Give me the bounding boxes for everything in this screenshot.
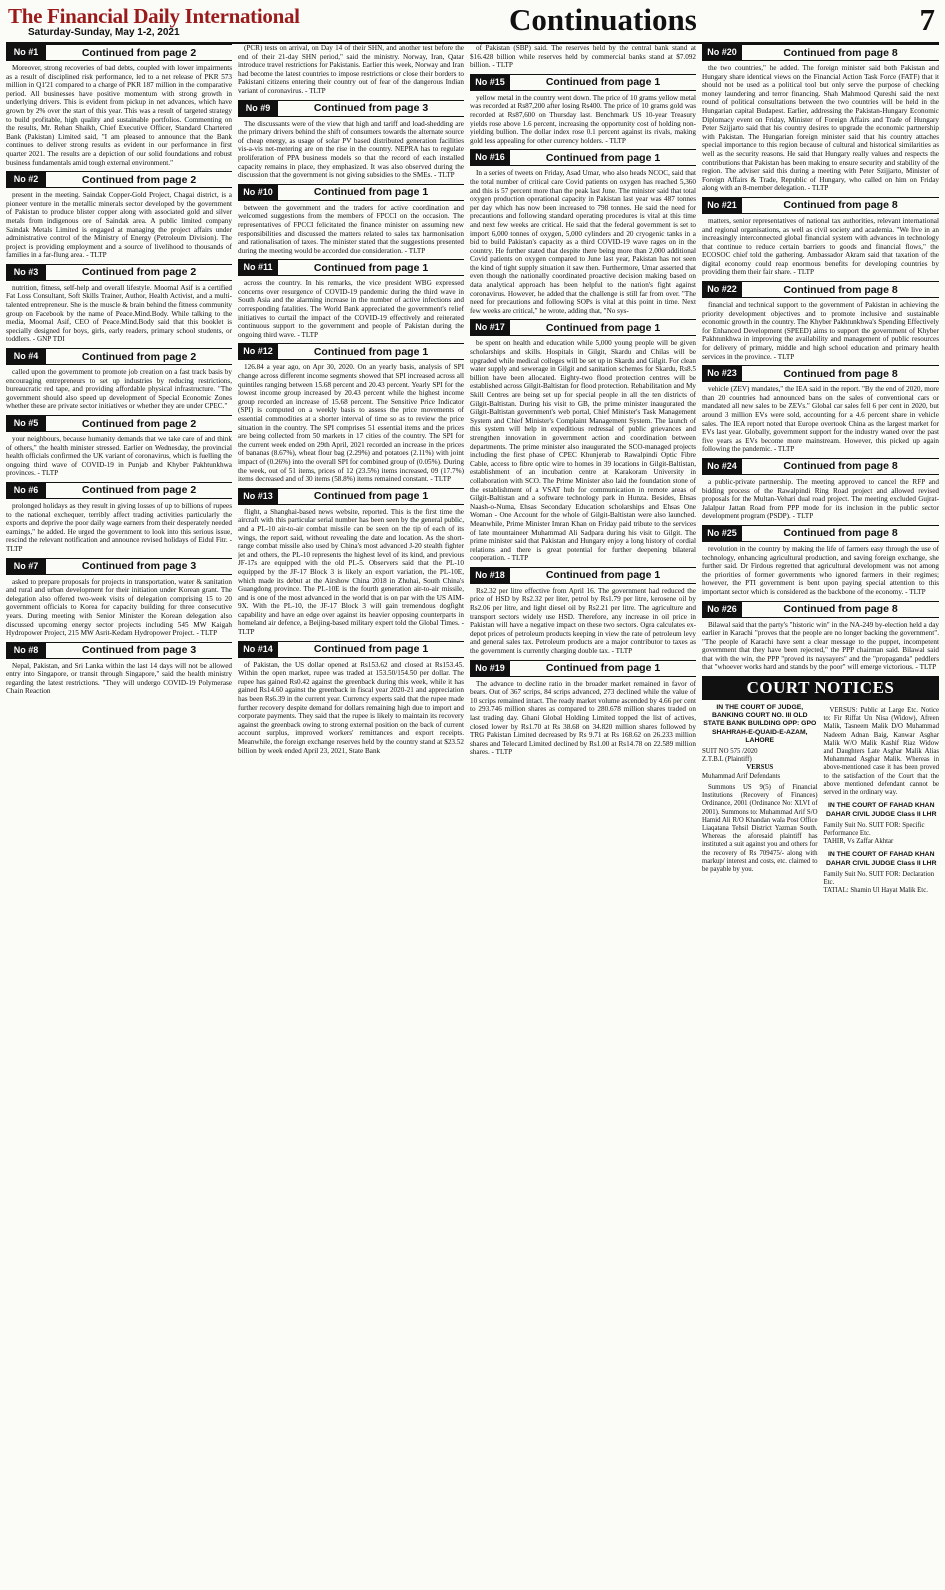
story-body: matters, senior representatives of national tax authorities, relevant international and regional organisations, as well as civil society and academia. "We live in an increasingly interconnected global financial system with advances in technology that continue to reduce certain barriers to goods and financial flows," the ECOSOC chief told the gathering. Ambassador Akram said that taxation of the digital economy could reap enormous benefits for developing countries by providing them their fair share. - TLTP bbox=[702, 216, 939, 277]
case-title: TAHIR, Vs Zaffar Akhtar bbox=[823, 838, 894, 846]
suit-number: SUIT NO 575 /2020 bbox=[702, 748, 758, 756]
story-header bbox=[702, 281, 939, 298]
story-number: No #15 bbox=[470, 75, 510, 90]
story-body: nutrition, fitness, self-help and overall lifestyle. Moomal Asif is a certified Fat Loss Consultant, Soft Skills Trainer, Author, Health Activist, and a multi-talented entrepreneur. She is the muscle & brain behind the fitness community group on Facebook by the name of Peace.Mind.Body. While talking to the media, Moomal Asif, CEO of Peace.Mind.Body said that this booklet is specially designed for boys, girls, early readers, primary school students, or toddlers. - GNP TDI bbox=[6, 283, 232, 344]
story-number: No #5 bbox=[6, 416, 46, 431]
page-number: 7 bbox=[919, 2, 935, 37]
story bbox=[6, 482, 232, 554]
story bbox=[6, 348, 232, 411]
story bbox=[6, 171, 232, 260]
story-header bbox=[702, 458, 939, 475]
story-header bbox=[470, 567, 696, 584]
story-heading: Continued from page 3 bbox=[313, 102, 429, 115]
story bbox=[6, 264, 232, 344]
story bbox=[238, 44, 464, 96]
story bbox=[6, 415, 232, 478]
story-number: No #3 bbox=[6, 265, 46, 280]
story-number: No #26 bbox=[702, 602, 742, 617]
story-heading: Continued from page 8 bbox=[783, 46, 898, 59]
story-number: No #20 bbox=[702, 45, 742, 60]
story-header bbox=[238, 184, 464, 201]
story-body: revolution in the country by making the life of farmers easy through the use of technology, enhancing agricultural production, and saving foreign exchange, she further said. Dr Firdous regretted that agricultural development was not among the priorities of former governments who ignored farmers in their regimes; however, the PTI government is bent upon paying special attention to this important sector which is considered as the backbone of the economy. - TLTP bbox=[702, 544, 939, 596]
story-number: No #12 bbox=[238, 344, 278, 359]
story-body: prolonged holidays as they result in giving losses of up to billions of rupees to the national exchequer, terribly affect trading activities particularly the exports and deprive the poor daily wage earners from their desperately needed earnings," he added. He urged the government to look into this serious issue, rescind the relevant notification and announce revised holidays of Eidul Fitr. - TLTP bbox=[6, 501, 232, 553]
story-body: be spent on health and education while 5,000 young people will be given scholarships and skills. Hospitals in Gilgit, Skardu and Chilas will be upgraded while medical colleges will be set up in Skardu and Gilgit. For clean water supply and sewerage in Gilgit and sanitation schemes for Skardu, Rs8.5 billion have been allocated. Eighty-two flood protection centres will be established across Gilgit-Baltistan for flood protection. Rehabilitation and My Skill Centres are being set up for special people in all the ten districts of Gilgit-Baltistan. During his visit to GB, the prime minister inaugurated the Gilgit-Baltistan government's web portal, Chief Minister's Task Management System and Chief Minister's Complaint Management System. The launch of this system will help in expeditious redressal of public grievances and strengthen innovation in government action and coordination between departments. The prime minister also inaugurated the SCO-managed projects including the first phase of CPEC Khunjerab to Rawalpindi Optic Fibre Cable, access to fibre optic wire to homes in 39 locations in Gilgit-Baltistan, establishment of an incubation centre at Karakoram University in collaboration with SCO. The Prime Minister also laid the foundation stone of the establishment of a VSAT hub for communication in remote areas of Gilgit-Baltistan and a software technology park in Hunza. Besides, Ehsas Naash-o-Numa, Ehsas Secondary Education scholarships and Ehsas One Woman - One Account for the whole of Gilgit-Baltistan were also launched. Meanwhile, Prime Minister Imran Khan on Friday paid tribute to the services of late mountaineer Muhammad Ali Sadpara during his visit to Gilgit. The prime minister said that Pakistan and Hungary enjoy a long history of cordial relations and there is great potential for further deepening bilateral cooperation. - TLTP bbox=[470, 339, 696, 563]
story bbox=[238, 343, 464, 483]
story bbox=[6, 642, 232, 696]
story-number: No #9 bbox=[238, 101, 278, 116]
column-1 bbox=[6, 44, 232, 1586]
story-heading: Continued from page 1 bbox=[545, 76, 661, 89]
story-heading: Continued from page 1 bbox=[545, 151, 661, 164]
story bbox=[702, 525, 939, 597]
story-heading: Continued from page 1 bbox=[313, 643, 429, 656]
story-header bbox=[702, 365, 939, 382]
story-header bbox=[238, 488, 464, 505]
story bbox=[702, 197, 939, 277]
story-number: No #10 bbox=[238, 185, 278, 200]
story-body: of Pakistan (SBP) said. The reserves held by the central bank stand at $16.428 billion while reserves held by commercial banks stand at $7.092 billion. - TLTP bbox=[470, 44, 696, 70]
story bbox=[470, 74, 696, 146]
story bbox=[470, 149, 696, 315]
story bbox=[6, 44, 232, 167]
story-header bbox=[238, 100, 464, 117]
story-number: No #2 bbox=[6, 172, 46, 187]
story-number: No #19 bbox=[470, 661, 510, 676]
story-header bbox=[702, 44, 939, 61]
suit-number: Family Suit No. SUIT FOR: Declaration Etc. bbox=[823, 870, 935, 886]
story bbox=[6, 558, 232, 638]
defendant: Muhammad Arif Defendants bbox=[702, 772, 781, 780]
versus: VERSUS bbox=[746, 764, 774, 772]
story-heading: Continued from page 1 bbox=[545, 662, 661, 675]
story-header bbox=[238, 343, 464, 360]
story-number: No #17 bbox=[470, 320, 510, 335]
story-number: No #6 bbox=[6, 483, 46, 498]
court-name: IN THE COURT OF FAHAD KHAN DAHAR CIVIL JUDGE Class II LHR bbox=[825, 851, 937, 867]
columns bbox=[6, 44, 939, 1586]
story-number: No #1 bbox=[6, 45, 46, 60]
story-heading: Continued from page 1 bbox=[545, 569, 661, 582]
story bbox=[238, 184, 464, 256]
story-body: of Pakistan, the US dollar opened at Rs153.62 and closed at Rs153.45. Within the open market, rupee was traded at 153.50/154.50 per dollar. The rupee has gained Rs0.42 against the greenback during this week, while it has gained Rs14.60 against the greenback in fiscal year 2020-21 and appreciation has been Rs6.39 in the current year. Currency experts said that the rupee made further recovery despite demand for dollars remaining high due to import and corporate payments. They said that the rupee is likely to maintain its recovery against the greenback owing to strong external position on the back of current account surplus, improved workers' remittances and export receipts. Meanwhile, the foreign exchange reserves held by the country stand at $23.52 billion by week ended April 23, 2021, State Bank bbox=[238, 660, 464, 755]
story bbox=[702, 281, 939, 361]
story-body: Nepal, Pakistan, and Sri Lanka within the last 14 days will not be allowed entry into Singapore, or transit through Singapore," said the health ministry regarding the latest restrictions. "They will undergo COVID-19 Polymerase Chain Reaction bbox=[6, 661, 232, 696]
story-body: The discussants were of the view that high and tariff and load-shedding are the primary drivers behind the shift of consumers towards the alternate source of cheap energy, as usage of solar PV based distributed generation facilities vis-a-vis net-metering are on the rise in the country. NEPRA has to regulate proliferation of PPA business models so that the record of each installed capacity remains in place, they emphasized. It was also observed during the discussion that the government is not giving subsidies to the SMEs. - TLTP bbox=[238, 119, 464, 180]
story-heading: Continued from page 2 bbox=[81, 173, 197, 186]
story-number: No #25 bbox=[702, 526, 742, 541]
story bbox=[702, 458, 939, 521]
court-notices bbox=[702, 704, 939, 895]
story-heading: Continued from page 8 bbox=[783, 199, 898, 212]
story-header bbox=[702, 197, 939, 214]
story-heading: Continued from page 2 bbox=[81, 350, 197, 363]
story-number: No #4 bbox=[6, 349, 46, 364]
story bbox=[470, 319, 696, 562]
court-name: IN THE COURT OF JUDGE, BANKING COURT NO. III OLD STATE BANK BUILDING OPP: GPO SHAHRAH-E-QUAID-E-AZAM, LAHORE bbox=[703, 704, 817, 744]
story-body: yellow metal in the country went down. The price of 10 grams yellow metal was recorded at Rs87,200 after losing Rs400. The price of 10 grams gold was recorded at Rs87,600 on Thursday last. Benchmark US 10-year Treasury yields rose above 1.6 percent, increasing the opportunity cost of holding non-yielding bullion. The dollar index rose 0.1 percent against its rivals, making gold less appealing for other currency holders. - TLTP bbox=[470, 93, 696, 145]
notice-body: VERSUS: Public at Large Etc. Notice to: Fir Riffat Un Nisa (Widow), Afreen Malik, Tasneem Malik D/O Muhammad Nadeem Adnan Baig, Kanwar Asghar Malik W/O Malik Kashif Riaz Widow and Daughters Late Asghar Malik Alias Muhammad Asghar Malik. Whereas in above-mentioned case it has been proved to the satisfaction of the Court that the above mentioned defendant cannot be served in the ordinary way. bbox=[823, 707, 939, 797]
story-heading: Continued from page 3 bbox=[81, 644, 197, 657]
issue-date: Saturday-Sunday, May 1-2, 2021 bbox=[28, 27, 180, 38]
story-body: The advance to decline ratio in the broader market remained in favor of bears. Out of 367 scrips, 84 scrips advanced, 273 declined while the value of 10 scrips remained intact. The ready market volume ascended by 4.66 per cent to 293.746 million shares as compared to 280.678 million shares traded on last trading day. Ghani Global Holding Limited topped the list of actives, closed lower by Rs1.70 at Rs 38.68 on 34.820 million shares followed by TRG Pakistan Limited decreased by Rs 9.71 at Rs 168.62 on 26.233 million shares and Telecard Limited declined by Rs1.00 at Rs14.78 on 22.589 million shares. - TLTP bbox=[470, 679, 696, 757]
story-body: financial and technical support to the government of Pakistan in achieving the priority development objectives and to promote inclusive and sustainable economic growth in the country. The Khyber Pakhtunkhwa's Spending Effectively for Enhanced Development (SPEED) aims to support the government of Khyber Pakhtunkhwa in improving the availability and management of public resources for delivery of primary, middle and high school education and primary health services in the province. - TLTP bbox=[702, 301, 939, 361]
story-number: No #11 bbox=[238, 260, 278, 275]
story-heading: Continued from page 1 bbox=[313, 186, 429, 199]
column-4 bbox=[702, 44, 939, 1586]
story-heading: Continued from page 1 bbox=[313, 345, 429, 358]
column-3 bbox=[470, 44, 696, 1586]
paper-name: The Financial Daily International bbox=[8, 4, 300, 28]
story-header bbox=[470, 319, 696, 336]
story-heading: Continued from page 8 bbox=[783, 603, 898, 615]
story bbox=[470, 660, 696, 757]
suit-number: Family Suit No. SUIT FOR: Specific Performance Etc. bbox=[823, 821, 925, 837]
story-body: vehicle (ZEV) mandates," the IEA said in the report. "By the end of 2020, more than 20 countries had announced bans on the sales of conventional cars or mandated all new sales to be ZEVs." Global car sales fell 6 per cent in 2020, but around 3 million EVs were sold, accounting for a 4.6 percent share in vehicle sales. The IEA report noted that Europe overtook China as the largest market for EVs last year. Globally, government support for the industry waned over the past five years as EVs become more mainstream. However, this picked up again following the pandemic. - TLTP bbox=[702, 385, 939, 454]
story-number: No #18 bbox=[470, 568, 510, 583]
court-name: IN THE COURT OF FAHAD KHAN DAHAR CIVIL JUDGE Class II LHR bbox=[825, 802, 937, 818]
story-body: your neighbours, because humanity demands that we take care of and think of others," the health minister stressed. Earlier on Wednesday, the provincial health officials confirmed the UK variant of coronavirus, which is fuelling the ongoing third wave of COVID-19 in Punjab and Khyber Pakhtunkhwa provinces. - TLTP bbox=[6, 435, 232, 478]
story-number: No #13 bbox=[238, 489, 278, 504]
story bbox=[702, 365, 939, 454]
story-header bbox=[6, 558, 232, 575]
story-body: present in the meeting. Saindak Copper-Gold Project, Chagai district, is a pioneer venture in the metallic minerals sector developed by the government of Pakistan to produce blister copper along with associated gold and silver metals from indigenous ore of Saindak area. A public limited company Saindak Metals Limited is engaged at managing the project affairs under administrative control of the Ministry of Energy (Petroleum Division). The project is providing employment and a source of livelihood to thousands of families in a far-flung area. - TLTP bbox=[6, 191, 232, 260]
story-heading: Continued from page 1 bbox=[545, 321, 661, 334]
story-heading: Continued from page 8 bbox=[783, 527, 898, 540]
story bbox=[238, 641, 464, 756]
story-body: Bilawal said that the party's "historic win" in the NA-249 by-election held a day earlier in Karachi "proves that the people are no longer backing the government". "The people of Karachi have sent a clear message to the puppet, incompetent government that they have been rejected," the PPP chairman said. Bilawal said that with the win, the PPP "proved its naysayers" and the "propaganda" peddlers that "whoever works hard and stands by the poor" will emerge victorious. - TLTP bbox=[702, 620, 939, 672]
story-number: No #23 bbox=[702, 366, 742, 381]
court-notice-left bbox=[702, 704, 818, 895]
plaintiff: Z.T.B.L (Plaintiff) bbox=[702, 756, 752, 764]
story-header bbox=[470, 149, 696, 166]
story-heading: Continued from page 1 bbox=[313, 261, 429, 274]
story-heading: Continued from page 8 bbox=[783, 460, 898, 473]
story-number: No #8 bbox=[6, 643, 46, 658]
story-number: No #22 bbox=[702, 282, 742, 297]
story-heading: Continued from page 2 bbox=[81, 417, 197, 430]
story-body: In a series of tweets on Friday, Asad Umar, who also heads NCOC, said that the total number of critical care Covid patients on oxygen has reached 5,360 and this is 57 percent more than the peak last June. The minister said that total oxygen production operational capacity in Pakistan last year was 487 tonnes per day which has now been increased to 798 tonnes. He said the need for precautions and following standard operating procedures is vital at this time and next few weeks are critical. He said that the federal government is set to import 6,000 tonnes of oxygen, 5,000 cylinders and 20 cryogenic tanks in a bid to build Pakistan's capacity as a third COVID-19 wave rages on in the country. He further stated that despite there being more than 2,000 additional Covid patients on oxygen compared to June last year, Pakistan has not seen the kind of tight supply situation it saw then. Furthermore, Umar asserted that even though the nationally coordinated proactive decision making based on data analytical approach has been helpful to the nation's fight against coronavirus. However, he added that the challenge is still far from over. "The need for precautions and following SOPs is vital at this point in time. Next few weeks are critical," he wrote, adding that, "No sys- bbox=[470, 169, 696, 315]
story bbox=[238, 100, 464, 180]
story-header bbox=[702, 525, 939, 542]
story-number: No #14 bbox=[238, 642, 278, 657]
story-heading: Continued from page 2 bbox=[81, 266, 197, 279]
story-body: Rs2.32 per litre effective from April 16. The government had reduced the price of HSD by Rs2.32 per liter, petrol by Rs1.79 per litre, kerosene oil by Rs2.06 per litre, and light diesel oil by Rs2.21 per litre. The agriculture and transport sectors widely use HSD. Therefore, any increase in oil price in Pakistan will have a negative impact on these two sectors. Ogra calculates ex-depot prices of petroleum products keeping in view the rate of petroleum levy and general sales tax. Petroleum products are a major contributor to taxes as the government is currently charging double tax. - TLTP bbox=[470, 586, 696, 656]
masthead bbox=[6, 4, 939, 44]
story-body: between the government and the traders for active coordination and welcomed suggestions from the members of FPCCI on the occasion. The representatives of FPCCI felicitated the finance minister on assuming new responsibilities and discussed the matters related to sales tax harmonisation and rationalisation of taxes. The minister stated that the suggestions presented during the meeting would be accorded due consideration. - TLTP bbox=[238, 203, 464, 255]
story-header bbox=[6, 44, 232, 61]
story-header bbox=[6, 348, 232, 365]
story-header bbox=[470, 74, 696, 91]
story-number: No #21 bbox=[702, 198, 742, 213]
story-body: the two countries," he added. The foreign minister said both Pakistan and Hungary share identical views on the Financial Action Task Force (FATF) that it should not be used as a political tool but only serve the purpose of checking money laundering and terror financing. Shah Mahmood Qureshi said the next round of political consultations between the two countries will be held in the Hungarian capital Budapest. Earlier, addressing the Pakistan-Hungary Economic Diplomacy event on Friday, Minister of Foreign Affairs and Trade of Hungary Peter Szijjarto said that his country desires to upgrade the economic partnership with Pakistan. The Hungarian foreign minister said that his country attaches special importance to this region because of cultural and historical similarities as well as the security reasons. He said that Hungary really values and respects the contributions that Pakistan has been making to ensure security and stability of the region. The adviser said this during a meeting with Peter Szijjarto, Minister of Foreign Affairs & Trade, Republic of Hungary, who called on him on Friday along with an 8-member delegation. - TLTP bbox=[702, 64, 939, 193]
story-heading: Continued from page 8 bbox=[783, 283, 898, 296]
story-number: No #16 bbox=[470, 150, 510, 165]
story-number: No #24 bbox=[702, 459, 742, 474]
story-header bbox=[6, 415, 232, 432]
story-header bbox=[6, 264, 232, 281]
story-body: called upon the government to promote job creation on a fast track basis by encouraging entrepreneurs to set up industries by reducing restrictions, bureaucratic red tape, and providing affordable physical infrastructure. "The government should also speed up development of Special Economic Zones whether these are private sector initiatives or whether they are under CPEC." bbox=[6, 368, 232, 411]
story-heading: Continued from page 2 bbox=[81, 484, 197, 497]
story-header bbox=[6, 482, 232, 499]
court-notice-right bbox=[824, 704, 940, 895]
story-number: No #7 bbox=[6, 559, 46, 574]
column-4-stories bbox=[702, 44, 939, 672]
story-body: asked to prepare proposals for projects in transportation, water & sanitation and rural and urban development for their initiation under Korean grant. The delegation also offered two-week visits of delegation comprising 15 to 20 government officials to Korea for capacity building for three consecutive years. During meeting with Senior Minister the Korean delegation also discussed upcoming energy sector projects including 545 MW Kaigah Hydropower Project, 215 MW Asrit-Kedam Hydropower Project. - TLTP bbox=[6, 577, 232, 638]
story-heading: Continued from page 1 bbox=[313, 490, 429, 503]
story-header bbox=[238, 641, 464, 658]
court-notices-banner: COURT NOTICES bbox=[702, 676, 939, 700]
story bbox=[702, 601, 939, 673]
story-header bbox=[238, 259, 464, 276]
story-body: across the country. In his remarks, the vice president WBG expressed concerns over resurgence of COVID-19 pandemic during the third wave in South Asia and the alarming increase in the number of active infections and corresponding fatalities. The World Bank appreciated the government's relief initiatives to curtail the impact of the COVID-19 effectively and reiterated continuous support to the government and people of Pakistan during the ongoing third wave. - TLTP bbox=[238, 279, 464, 339]
story-header bbox=[702, 601, 939, 618]
story bbox=[238, 259, 464, 339]
story bbox=[238, 488, 464, 637]
case-title: TATIAL: Shamin Ul Hayat Malik Etc. bbox=[823, 887, 928, 895]
story-header bbox=[6, 171, 232, 188]
story-heading: Continued from page 3 bbox=[81, 560, 197, 573]
story-body: flight, a Shanghai-based news website, reported. This is the first time the aircraft with this particular serial number has been seen by the general public, and a PL-10 air-to-air combat missile can be seen on the tip of each of its wings, the report said, without revealing the date and location. As the short-range combat missile also used by China's most advanced J-20 stealth fighter jet and others, the PL-10 represents the highest level of its kind, and previous JF-17s are equipped with the old PL-5. Observers said that the PL-10 equipped by the JF-17 Block 3 is likely an export variation, the PL-10E, which made its debut at the Airshow China 2018 in Zhuhai, South China's Guangdong province. The PL-10E is the fourth generation air-to-air missile, and is one of the most advanced in the world that is on par with the US AIM-9X. With the PL-10, the JF-17 Block 3 will gain tremendous dogfight capability and have an edge over against its heavier opposing counterparts in homeland air defence, a Beijing-based military expert told the Global Times. - TLTP bbox=[238, 507, 464, 637]
story-body: (PCR) tests on arrival, on Day 14 of their SHN, and another test before the end of their 21-day SHN period," said the ministry. Norway, Iran, Qatar introduce travel restrictions for Pakistanis. Earlier this week, Norway and Iran had become the latest countries to impose restrictions or close their borders to Pakistani citizens entering their country out of fear of the dangerous Indian variant of coronavirus. - TLTP bbox=[238, 44, 464, 95]
story-body: a public-private partnership. The meeting approved to cancel the RFP and bidding process of the Rawalpindi Ring Road project and allowed revised proposals for the Multan-Vehari dual road project. The meeting excluded Gujrat-Jalalpur Jattan Road from PPP mode for its inclusion in the public sector development program (PSDP). - TLTP bbox=[702, 477, 939, 521]
story bbox=[470, 44, 696, 70]
story-body: Moreover, strong recoveries of bad debts, coupled with lower impairments as a result of disciplined risk performance, led to a net release of PKR 573 million in Q1'21 compared to a charge of PKR 187 million in the comparative period. All businesses have positive momentum with strong growth in underlying drivers. This is evident from pickup in net advances, which have grown by 2% over the start of this year. This was a result of targeted strategy to build profitable, high quality and sustainable portfolios. Commenting on the results, Mr. Rehan Shaikh, Chief Executive Officer, Standard Chartered Bank (Pakistan) Limited said, "I am pleased to announce that the Bank continues to deliver strong results as evident in our performance in first quarter 2021. The results are a depiction of our solid foundations and robust business fundamentals amid tough external environment." bbox=[6, 64, 232, 167]
story-body: 126.84 a year ago, on Apr 30, 2020. On an yearly basis, analysis of SPI change across different income segments showed that SPI increased across all quintiles ranging between 15.68 percent and 20.43 percent. Yearly SPI for the lowest income group increased by 20.43 percent while the highest income group recorded an increase of 15.68 percent. The Sensitive Price Indicator (SPI) is computed on a weekly basis to assess the price movements of essential commodities at a shorter interval of time so as to review the price situation in the country. The SPI comprises 51 essential items and the prices are being collected from 50 markets in 17 cities of the country. The SPI for the current week ended on 29th April, 2021 recorded an increase in the prices of bananas (8.67%), wheat flour bag (2.29%) and potatoes (2.11%) with joint impact of (0.26%) into the overall SPI for combined group of (0.05%). During the week, out of 51 items, prices of 12 (23.5%) items increased, 09 (17.7%) items decreased and of 30 items (58.8%) items remained constant. - TLTP bbox=[238, 363, 464, 484]
story bbox=[470, 567, 696, 656]
notice-body: Summons US 9(5) of Financial Institutions (Recovery of Finances) Ordinance, 2001 (Ordinance No: XLVI of 2001). Summons to: Muhammad Arif S/O Hamid Ali R/O Khandan wala Post Office Liaqatana Tehsil District Yazman South. Whereas the aforesaid plaintiff has instituted a suit against you and others for the recovery of Rs 709475/- along with markup/ interest and costs, etc. claimed to be payable by you. bbox=[702, 783, 818, 873]
section-title: Continuations bbox=[509, 2, 697, 37]
story-heading: Continued from page 2 bbox=[81, 46, 197, 59]
story-header bbox=[470, 660, 696, 677]
story-heading: Continued from page 8 bbox=[783, 367, 898, 380]
column-2 bbox=[238, 44, 464, 1586]
story bbox=[702, 44, 939, 193]
story-header bbox=[6, 642, 232, 659]
